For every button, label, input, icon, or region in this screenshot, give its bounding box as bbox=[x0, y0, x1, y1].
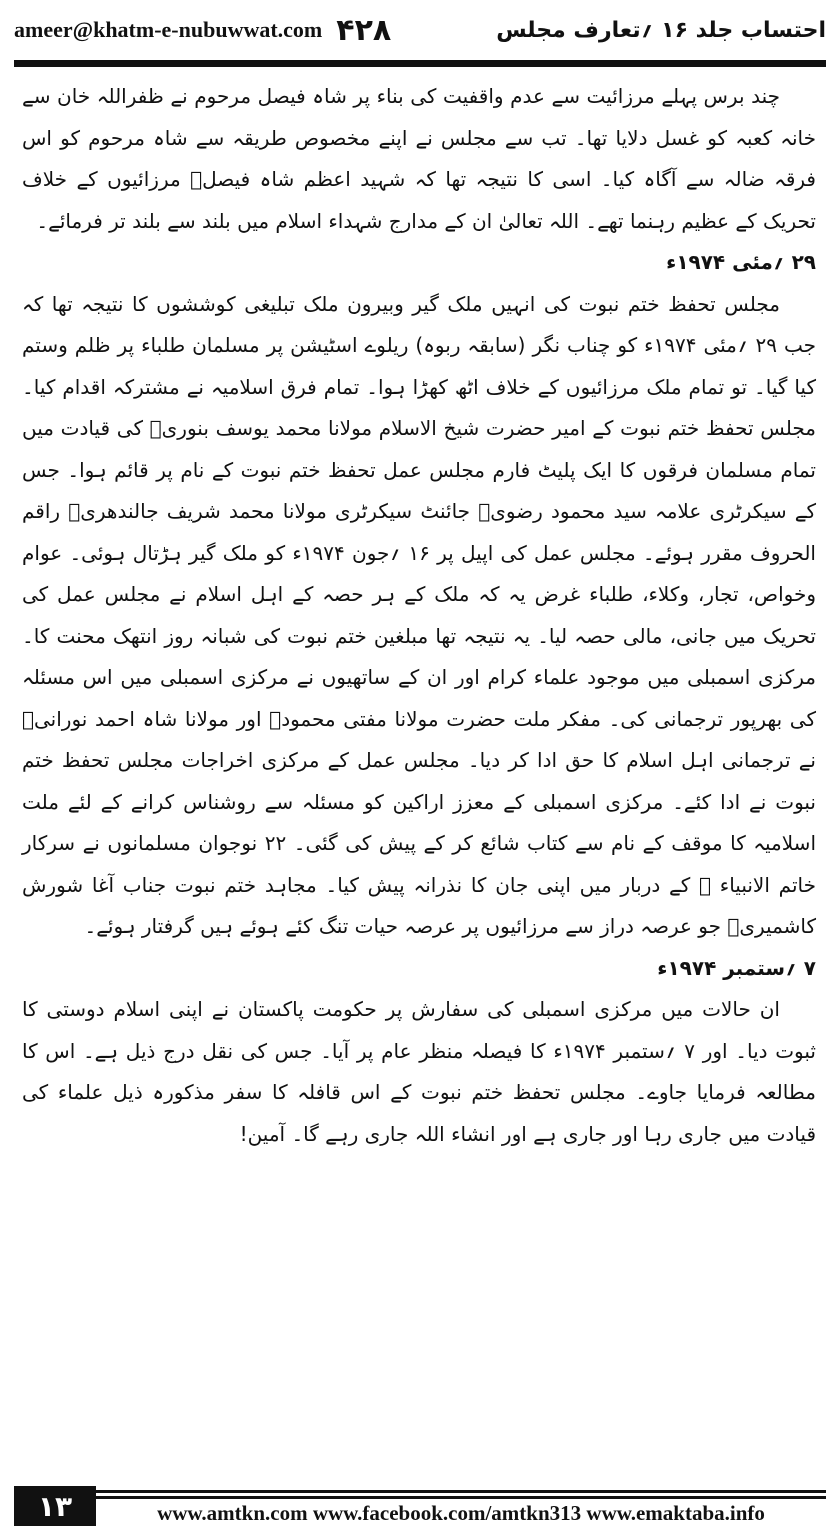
header-left bbox=[14, 13, 391, 48]
footer-band bbox=[96, 1486, 826, 1526]
page-footer bbox=[14, 1486, 826, 1526]
page-header bbox=[14, 4, 826, 56]
footer-urls: www.amtkn.com www.facebook.com/amtkn313 www.emaktaba.info bbox=[157, 1501, 765, 1525]
header-book-title: احتساب جلد ۱۶ ؍تعارف مجلس bbox=[496, 17, 826, 43]
paragraph-3: ان حالات میں مرکزی اسمبلی کی سفارش پر حکومت پاکستان نے اپنی اسلام دوستی کا ثبوت دیا۔ اور ۷ ؍ستمبر ۱۹۷۴ء کا فیصلہ منظر عام پر آیا۔ جس کی نقل درج ذیل ہے۔ اس کا مطالعہ فرمایا جاوے۔ مجلس تحفظ ختم نبوت کے اس قافلہ کا سفر مذکورہ ذیل علماء کی قیادت میں جاری رہا اور جاری ہے اور انشاء اللہ جاری رہے گا۔ آمین! bbox=[22, 997, 816, 1146]
paragraph-2: مجلس تحفظ ختم نبوت کی انہیں ملک گیر وبیرون ملک تبلیغی کوششوں کا نتیجہ تھا کہ جب ۲۹ ؍مئی ۱۹۷۴ء کو چناب نگر (سابقہ ربوہ) ریلوے اسٹیشن پر مسلمان طلباء پر ظلم وستم کیا گیا۔ تو تمام ملک مرزائیوں کے خلاف اٹھ کھڑا ہوا۔ تمام فرق اسلامیہ نے مشترکہ اقدام کیا۔ مجلس تحفظ ختم نبوت کے امیر حضرت شیخ الاسلام مولانا محمد یوسف بنوریؒ کی قیادت میں تمام مسلمان فرقوں کا ایک پلیٹ فارم مجلس عمل تحفظ ختم نبوت کے نام پر قائم ہوا۔ جس کے سیکرٹری علامہ سید محمود رضویؒ جائنٹ سیکرٹری مولانا محمد شریف جالندھریؒ راقم الحروف مقرر ہوئے۔ مجلس عمل کی اپیل پر ۱۶ ؍جون ۱۹۷۴ء کو ملک گیر ہڑتال ہوئی۔ عوام وخواص، تجار، وکلاء، طلباء غرض یہ کہ ملک کے ہر حصہ کے اہل اسلام نے مجلس عمل کی تحریک میں جانی، مالی حصہ لیا۔ یہ نتیجہ تھا مبلغین ختم نبوت کی شبانہ روز انتھک محنت کا۔ مرکزی اسمبلی میں موجود علماء کرام اور ان کے ساتھیوں نے مرکزی اسمبلی میں اس مسئلہ کی بھرپور ترجمانی کی۔ مفکر ملت حضرت مولانا مفتی محمودؒ اور مولانا شاہ احمد نورانیؒ نے ترجمانی اہل اسلام کا حق ادا کر دیا۔ مجلس عمل کے مرکزی اخراجات مجلس تحفظ ختم نبوت نے ادا کئے۔ مرکزی اسمبلی کے معزز اراکین کو مسئلہ سے روشناس کرانے کے لئے ملت اسلامیہ کا موقف کے نام سے کتاب شائع کر کے پیش کی گئی۔ ۲۲ نوجوان مسلمانوں نے سرکار خاتم الانبیاء ﷺ کے دربار میں اپنی جان کا نذرانہ پیش کیا۔ مجاہد ختم نبوت جناب آغا شورش کاشمیریؒ جو عرصہ دراز سے مرزائیوں پر عرصہ حیات تنگ کئے ہوئے ہیں گرفتار ہوئے۔ bbox=[22, 291, 816, 938]
header-page-number: ۴۲۸ bbox=[336, 12, 392, 48]
paragraph-1: چند برس پہلے مرزائیت سے عدم واقفیت کی بناء پر شاہ فیصل مرحوم نے ظفراللہ خان سے خانہ کعبہ کو غسل دلایا تھا۔ تب سے مجلس نے اپنے مخصوص طریقہ سے شاہ مرحوم کو اس فرقہ ضالہ سے آگاہ کیا۔ اسی کا نتیجہ تھا کہ شہید اعظم شاہ فیصلؒ مرزائیوں کے خلاف تحریک کے عظیم رہنما تھے۔ اللہ تعالیٰ ان کے مدارج شہداء اسلام میں بلند سے بلند تر فرمائے۔ bbox=[22, 84, 816, 233]
header-rule bbox=[14, 60, 826, 67]
footer-rule-1 bbox=[96, 1490, 826, 1493]
footer-rule-2 bbox=[96, 1496, 826, 1499]
body-text bbox=[22, 76, 816, 1155]
footer-page-number: ۱۳ bbox=[14, 1486, 96, 1526]
date-heading-1: ۲۹ ؍مئی ۱۹۷۴ء bbox=[666, 250, 816, 274]
date-heading-2: ۷ ؍ستمبر ۱۹۷۴ء bbox=[657, 955, 816, 980]
header-email: ameer@khatm-e-nubuwwat.com bbox=[14, 17, 323, 42]
